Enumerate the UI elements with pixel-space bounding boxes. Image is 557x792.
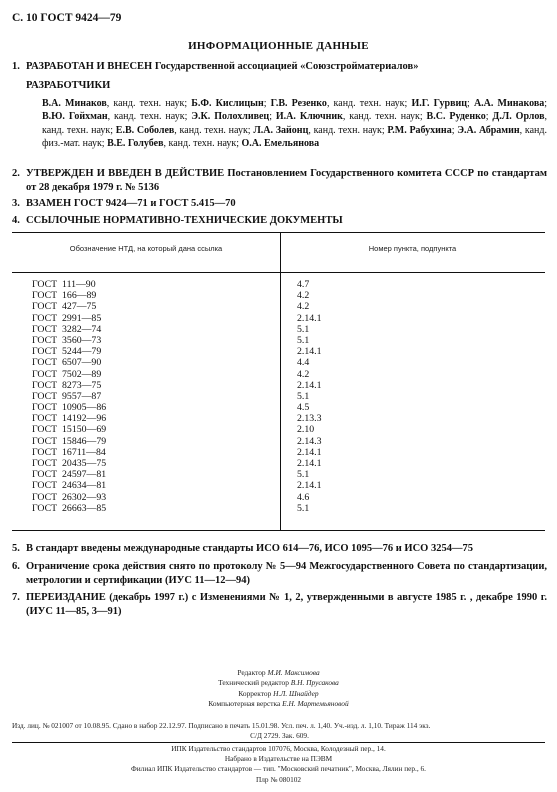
table-top-rule bbox=[12, 232, 545, 233]
credit-line bbox=[0, 699, 557, 709]
developer-degree: , канд. техн. наук; bbox=[326, 98, 412, 109]
developer-degree: ; bbox=[269, 111, 276, 123]
section-text: ССЫЛОЧНЫЕ НОРМАТИВНО-ТЕХНИЧЕСКИЕ ДОКУМЕНТЫ bbox=[26, 215, 343, 226]
developer-degree: ; bbox=[544, 98, 548, 109]
footer-rule bbox=[12, 742, 545, 743]
section-6 bbox=[12, 560, 547, 587]
table-cell-clause: 2.14.1 bbox=[297, 458, 322, 469]
developer-name: Д.Л. Орлов bbox=[492, 111, 545, 123]
credit-role: Технический редактор bbox=[218, 678, 291, 688]
developer-degree: , канд. техн. наук; bbox=[174, 124, 254, 136]
developer-name: Е.В. Соболев bbox=[115, 124, 175, 136]
table-cell-designation: ГОСТ 5244—79 bbox=[32, 346, 102, 358]
publisher-footer bbox=[0, 744, 557, 785]
table-cell-designation: ГОСТ 14192—96 bbox=[32, 413, 107, 425]
section-number: 1. bbox=[12, 61, 20, 72]
developer-name: В.А. Минаков bbox=[42, 98, 107, 109]
developer-name: И.А. Ключник bbox=[275, 111, 343, 123]
footer-line: ИПК Издательство стандартов 107076, Москва, Колодезный пер., 14. bbox=[171, 744, 386, 753]
section-5 bbox=[12, 542, 547, 556]
section-7 bbox=[12, 591, 547, 618]
table-cell-clause: 2.14.1 bbox=[297, 346, 322, 358]
section-number: 5. bbox=[12, 543, 20, 554]
developer-degree: , канд. техн. наук; bbox=[163, 138, 242, 150]
developer-name: Б.Ф. Кислицын bbox=[191, 98, 264, 109]
developer-name: В.С. Руденко bbox=[426, 111, 486, 123]
table-cell-clause: 4.6 bbox=[297, 491, 310, 503]
table-cell-clause: 4.2 bbox=[297, 290, 310, 302]
table-cell-designation: ГОСТ 2991—85 bbox=[32, 312, 102, 324]
developer-degree: ; bbox=[485, 111, 493, 123]
developer-degree: , канд. техн. наук; bbox=[42, 111, 548, 136]
footer-line: Плр № 080102 bbox=[255, 774, 302, 784]
table-cell-designation: ГОСТ 16711—84 bbox=[32, 446, 106, 458]
credit-name: М.И. Максимова bbox=[267, 668, 320, 677]
table-cell-designation: ГОСТ 24597—81 bbox=[32, 469, 107, 481]
table-cell-clause: 2.13.3 bbox=[297, 413, 322, 425]
table-cell-clause: 5.1 bbox=[297, 323, 310, 335]
table-cell-clause: 4.7 bbox=[297, 279, 310, 290]
developer-name: И.Г. Гурвиц bbox=[411, 98, 468, 109]
developer-name: Э.К. Полохливец bbox=[191, 111, 270, 123]
credit-name: В.Н. Прусакова bbox=[290, 678, 339, 688]
table-cell-clause: 2.14.1 bbox=[297, 480, 322, 492]
credit-role: Корректор bbox=[238, 688, 274, 698]
table-cell-clause: 5.1 bbox=[297, 469, 310, 481]
table-cell-designation: ГОСТ 111—90 bbox=[32, 279, 96, 290]
credit-line bbox=[0, 689, 557, 699]
table-cell-clause: 4.5 bbox=[297, 402, 310, 414]
developer-degree: ; bbox=[467, 98, 474, 109]
section-number: 3. bbox=[12, 198, 20, 209]
imprint-line: Изд. лиц. № 021007 от 10.08.95. Сдано в набор 22.12.97. Подписано в печать 15.01.98. Усл. печ. л. 1,40. Уч.-изд. л. 1,10. Тираж 114 экз. bbox=[12, 721, 431, 730]
table-cell-clause: 4.2 bbox=[297, 368, 310, 380]
developers-heading: РАЗРАБОТЧИКИ bbox=[26, 80, 111, 91]
developer-name: В.Ю. Гойхман bbox=[42, 111, 108, 123]
table-cell-designation: ГОСТ 8273—75 bbox=[32, 379, 102, 391]
table-cell-designation: ГОСТ 7502—89 bbox=[32, 368, 102, 380]
developer-degree: ; bbox=[263, 98, 271, 109]
table-cell-clause: 2.10 bbox=[297, 424, 315, 436]
table-column-designation bbox=[32, 279, 272, 514]
developer-name: Л.А. Зайонц bbox=[253, 124, 309, 136]
table-header-rule bbox=[12, 272, 545, 273]
credit-name: Н.Л. Шнайдер bbox=[273, 688, 319, 698]
section-1 bbox=[12, 60, 547, 74]
footer-line: Филиал ИПК Издательство стандартов — тип. "Московский печатник", Москва, Лялин пер., 6. bbox=[131, 764, 426, 774]
editorial-credits bbox=[0, 668, 557, 709]
developer-degree: , канд. техн. наук; bbox=[106, 98, 192, 109]
section-4 bbox=[12, 214, 547, 228]
developers-list bbox=[42, 97, 547, 151]
table-cell-designation: ГОСТ 15846—79 bbox=[32, 435, 107, 447]
table-cell-designation: ГОСТ 15150—69 bbox=[32, 424, 107, 436]
table-header-clause: Номер пункта, подпункта bbox=[368, 244, 457, 253]
table-cell-designation: ГОСТ 166—89 bbox=[32, 290, 97, 302]
table-header-designation: Обозначение НТД, на который дана ссылка bbox=[69, 244, 223, 253]
developer-name: О.А. Емельянова bbox=[241, 138, 320, 150]
table-column-divider bbox=[280, 272, 281, 530]
table-cell-designation: ГОСТ 6507—90 bbox=[32, 357, 102, 369]
table-cell-clause: 2.14.1 bbox=[297, 379, 322, 391]
credit-name: Е.Н. Мартемьяновой bbox=[282, 698, 349, 708]
table-cell-designation: ГОСТ 26663—85 bbox=[32, 502, 107, 514]
table-bottom-rule bbox=[12, 530, 545, 531]
table-cell-designation: ГОСТ 9557—87 bbox=[32, 390, 102, 402]
developer-degree: , канд. техн. наук; bbox=[342, 111, 427, 123]
imprint bbox=[12, 721, 547, 741]
developer-degree: , канд. техн. наук; bbox=[107, 111, 192, 123]
section-number: 7. bbox=[12, 592, 20, 603]
page-title: ИНФОРМАЦИОННЫЕ ДАННЫЕ bbox=[188, 40, 369, 52]
table-cell-designation: ГОСТ 10905—86 bbox=[32, 402, 107, 414]
table-cell-clause: 2.14.1 bbox=[297, 446, 322, 458]
credit-role: Компьютерная верстка bbox=[208, 698, 283, 708]
section-number: 2. bbox=[12, 168, 20, 179]
section-text: В стандарт введены международные стандарты ИСО 614—76, ИСО 1095—76 и ИСО 3254—75 bbox=[26, 543, 473, 554]
table-cell-designation: ГОСТ 20435—75 bbox=[32, 458, 107, 469]
developer-name: Р.М. Рабухина bbox=[387, 124, 452, 136]
table-cell-clause: 2.14.1 bbox=[297, 312, 322, 324]
developer-name: А.А. Минакова bbox=[473, 98, 545, 109]
table-cell-clause: 2.14.3 bbox=[297, 435, 322, 447]
section-text: УТВЕРЖДЕН И ВВЕДЕН В ДЕЙСТВИЕ Постановлением Государственного комитета СССР по стандартам от 28 декабря 1979 г. № 5136 bbox=[26, 168, 547, 193]
table-cell-designation: ГОСТ 3560—73 bbox=[32, 334, 102, 346]
credit-role: Редактор bbox=[237, 668, 268, 677]
section-text: РАЗРАБОТАН И ВНЕСЕН Государственной ассоциацией «Союзстройматериалов» bbox=[26, 61, 419, 72]
table-cell-designation: ГОСТ 24634—81 bbox=[32, 480, 107, 492]
section-text: ПЕРЕИЗДАНИЕ (декабрь 1997 г.) с Изменениями № 1, 2, утвержденными в августе 1985 г. , декабре 1990 г. (ИУС 11—85, 3—91) bbox=[26, 592, 547, 617]
table-cell-clause: 5.1 bbox=[297, 502, 310, 514]
table-cell-designation: ГОСТ 3282—74 bbox=[32, 323, 102, 335]
developer-name: Г.В. Резенко bbox=[270, 98, 327, 109]
section-text: Ограничение срока действия снято по протоколу № 5—94 Межгосударственного Совета по стандартизации, метрологии и сертификации (ИУС 11—12—94) bbox=[26, 561, 547, 586]
footer-line: Набрано в Издательстве на ПЭВМ bbox=[224, 754, 333, 764]
section-text: ВЗАМЕН ГОСТ 9424—71 и ГОСТ 5.415—70 bbox=[26, 198, 236, 209]
section-number: 4. bbox=[12, 215, 20, 226]
imprint-line: С/Д 2729. Зак. 609. bbox=[250, 731, 309, 741]
table-cell-clause: 5.1 bbox=[297, 334, 310, 346]
developer-degree: , канд. техн. наук; bbox=[308, 124, 388, 136]
table-cell-designation: ГОСТ 427—75 bbox=[32, 301, 97, 313]
page-header: С. 10 ГОСТ 9424—79 bbox=[12, 12, 122, 24]
developer-name: В.Е. Голубев bbox=[107, 138, 164, 150]
table-cell-designation: ГОСТ 26302—93 bbox=[32, 491, 107, 503]
credit-line bbox=[0, 678, 557, 688]
table-cell-clause: 5.1 bbox=[297, 390, 310, 402]
table-column-clause bbox=[297, 279, 537, 514]
developer-name: Э.А. Абрамин bbox=[457, 124, 520, 136]
developer-degree: ; bbox=[451, 124, 458, 136]
section-2 bbox=[12, 167, 547, 194]
developer-degree: , канд. физ.-мат. наук; bbox=[42, 124, 547, 150]
table-cell-clause: 4.4 bbox=[297, 357, 310, 369]
credit-line bbox=[0, 668, 557, 678]
table-cell-clause: 4.2 bbox=[297, 301, 310, 313]
section-3 bbox=[12, 197, 547, 211]
section-number: 6. bbox=[12, 561, 20, 572]
